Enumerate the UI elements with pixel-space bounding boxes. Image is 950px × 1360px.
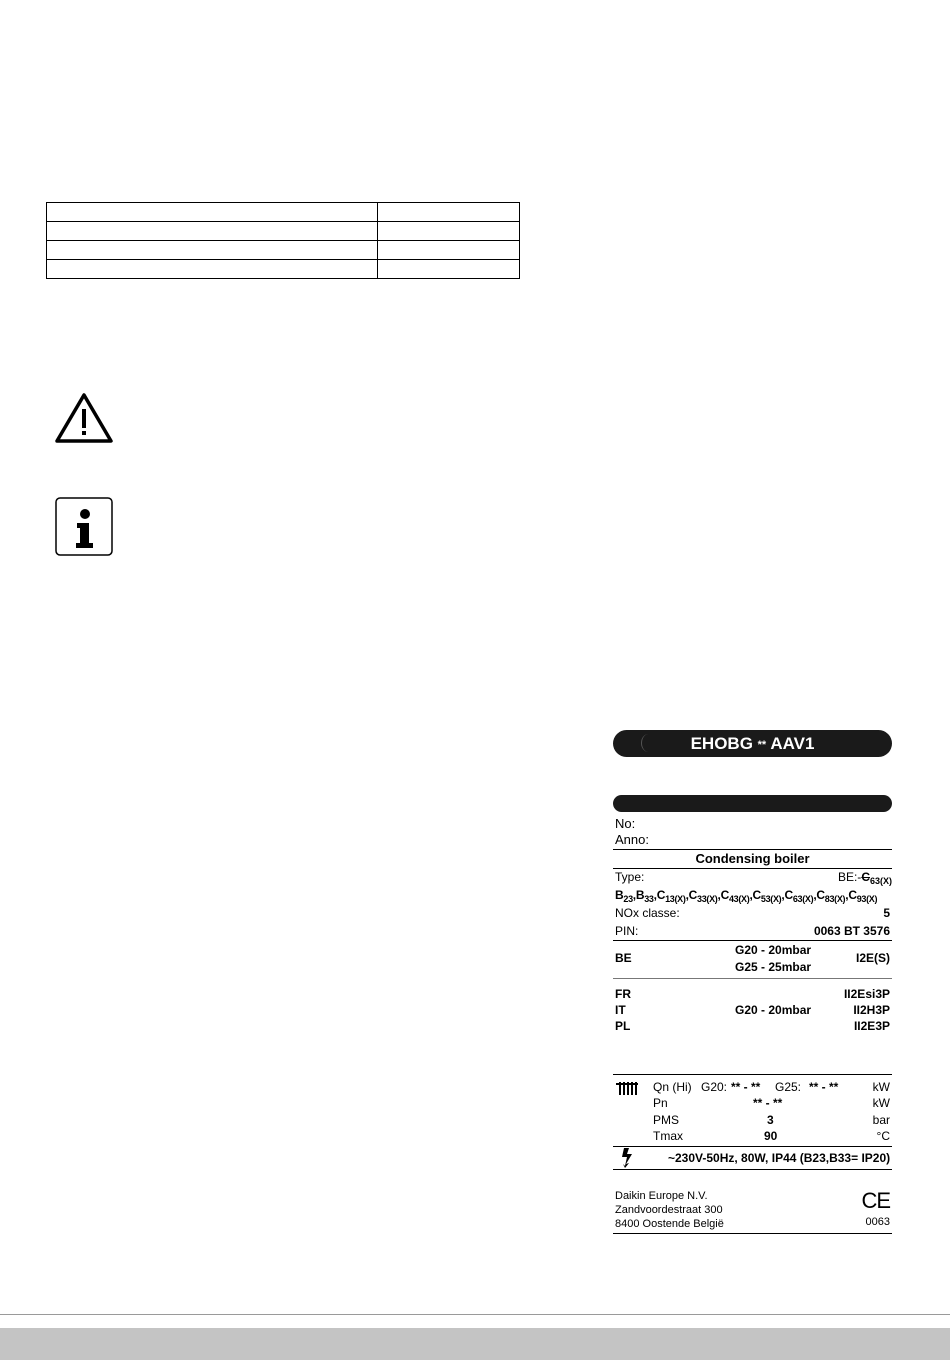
fr-country: FR bbox=[615, 987, 631, 1001]
blank-table bbox=[46, 202, 520, 279]
tmax-unit: °C bbox=[876, 1129, 890, 1143]
be-gas-2: G25 - 25mbar bbox=[735, 960, 812, 974]
footer-band bbox=[0, 1328, 950, 1360]
table-row bbox=[47, 203, 520, 222]
be-gas-1: G20 - 20mbar bbox=[735, 943, 812, 957]
divider bbox=[613, 868, 892, 869]
manufacturer-city: 8400 Oostende België bbox=[615, 1218, 724, 1230]
tmax-label: Tmax bbox=[653, 1129, 683, 1143]
pn-value: ** - ** bbox=[753, 1096, 783, 1110]
qn-label: Qn (Hi) bbox=[653, 1080, 692, 1094]
be-category: I2E(S) bbox=[855, 951, 890, 965]
divider bbox=[613, 1146, 892, 1147]
appliance-types: $B_{23},B_{33},C_{13(X)},C_{33(X)},C_{43(X)},C_{53(X)},C_{63(X)},C_{83(X)},C_{93(X)}$ bbox=[615, 888, 878, 904]
fr-category: II2Esi3P bbox=[843, 987, 890, 1001]
nox-label: NOx classe: bbox=[615, 906, 680, 920]
g25-value: ** - ** bbox=[809, 1080, 839, 1094]
pin-value: 0063 BT 3576 bbox=[813, 924, 890, 938]
divider bbox=[613, 978, 892, 979]
info-icon bbox=[55, 497, 113, 556]
shared-gas: G20 - 20mbar bbox=[735, 1003, 812, 1017]
manufacturer-street: Zandvoordestraat 300 bbox=[615, 1204, 723, 1216]
logo-mark bbox=[641, 734, 656, 752]
plate-bar bbox=[613, 795, 892, 812]
divider bbox=[613, 940, 892, 941]
table-row bbox=[47, 222, 520, 241]
it-country: IT bbox=[615, 1003, 626, 1017]
pms-value: 3 bbox=[767, 1113, 774, 1127]
model-prefix: EHOBG bbox=[690, 734, 753, 753]
it-category: II2H3P bbox=[853, 1003, 890, 1017]
electrical-spec: ~230V-50Hz, 80W, IP44 (B23,B33= IP20) bbox=[668, 1151, 891, 1165]
radiator-icon bbox=[616, 1080, 638, 1096]
year-label: Anno: bbox=[615, 832, 649, 847]
divider bbox=[613, 1169, 892, 1170]
model-stars: ** bbox=[757, 739, 767, 751]
table-row bbox=[47, 260, 520, 279]
lightning-icon bbox=[621, 1148, 633, 1168]
table-row bbox=[47, 241, 520, 260]
qn-unit: kW bbox=[872, 1080, 890, 1094]
nox-value: 5 bbox=[883, 906, 890, 920]
divider bbox=[613, 1074, 892, 1075]
type-label: Type: bbox=[615, 870, 645, 884]
divider bbox=[613, 1233, 892, 1234]
pn-label: Pn bbox=[653, 1096, 668, 1110]
pms-unit: bar bbox=[872, 1113, 890, 1127]
g25-label: G25: bbox=[775, 1080, 802, 1094]
warning-triangle-icon bbox=[54, 392, 114, 444]
ce-number: 0063 bbox=[865, 1216, 890, 1228]
g20-label: G20: bbox=[701, 1080, 728, 1094]
pn-unit: kW bbox=[872, 1096, 890, 1110]
divider bbox=[613, 849, 892, 850]
tmax-value: 90 bbox=[764, 1129, 778, 1143]
product-name: Condensing boiler bbox=[695, 851, 810, 866]
ce-mark: CE bbox=[861, 1188, 890, 1213]
manufacturer-name: Daikin Europe N.V. bbox=[615, 1190, 708, 1202]
g20-value: ** - ** bbox=[731, 1080, 761, 1094]
pin-label: PIN: bbox=[615, 924, 639, 938]
model-suffix: AAV1 bbox=[770, 734, 815, 753]
serial-no-label: No: bbox=[615, 816, 636, 831]
be-type: $BE:-C_{63(X)}$ bbox=[837, 870, 892, 886]
pl-country: PL bbox=[615, 1019, 631, 1033]
footer-rule bbox=[0, 1314, 950, 1315]
pms-label: PMS bbox=[653, 1113, 680, 1127]
pl-category: II2E3P bbox=[853, 1019, 890, 1033]
be-country: BE bbox=[615, 951, 632, 965]
model-header bbox=[613, 730, 892, 757]
